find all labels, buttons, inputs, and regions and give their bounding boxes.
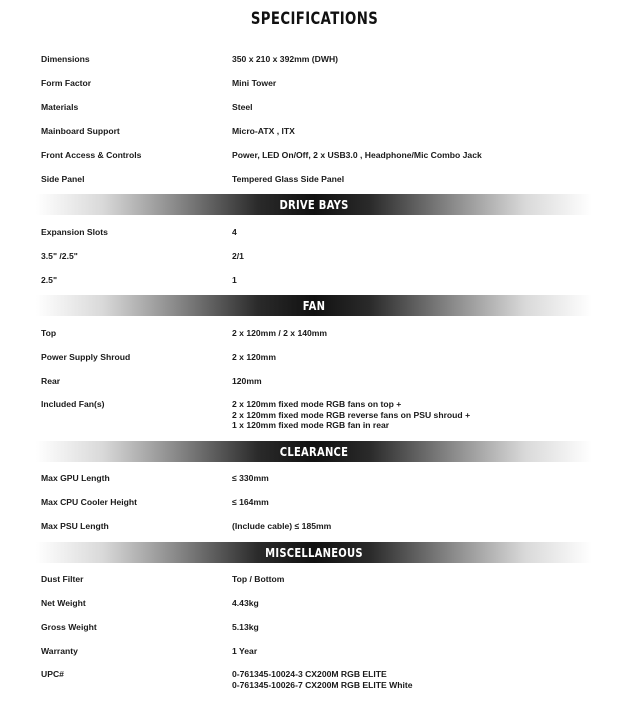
spec-label: Expansion Slots: [41, 227, 108, 237]
spec-value: 1 Year: [232, 646, 258, 656]
spec-label: UPC#: [41, 669, 64, 679]
spec-label: Max GPU Length: [41, 473, 110, 483]
section-header-drive-bays: [36, 194, 592, 215]
spec-value: Steel: [232, 102, 253, 112]
spec-label: Power Supply Shroud: [41, 352, 131, 362]
spec-value: ≤ 330mm: [232, 473, 269, 483]
spec-value: Mini Tower: [232, 78, 277, 88]
spec-label: Side Panel: [41, 174, 85, 184]
spec-label: Front Access & Controls: [41, 150, 142, 160]
spec-label: Form Factor: [41, 78, 92, 88]
spec-value-line: 1 x 120mm fixed mode RGB fan in rear: [232, 420, 390, 430]
spec-value: 350 x 210 x 392mm (DWH): [232, 54, 339, 64]
spec-value: Tempered Glass Side Panel: [232, 174, 345, 184]
spec-label: Mainboard Support: [41, 126, 120, 136]
spec-value-line: 2 x 120mm fixed mode RGB reverse fans on PSU shroud +: [232, 409, 471, 420]
spec-value: 4.43kg: [232, 598, 259, 608]
spec-label: Warranty: [41, 646, 78, 656]
section-title: CLEARANCE: [279, 444, 349, 459]
section-title: MISCELLANEOUS: [265, 545, 363, 560]
spec-value: 5.13kg: [232, 622, 259, 632]
section-title: FAN: [302, 298, 326, 313]
page-title: SPECIFICATIONS: [250, 9, 379, 29]
spec-value: Top / Bottom: [232, 574, 285, 584]
spec-label: Net Weight: [41, 598, 86, 608]
section-header-clearance: [36, 441, 592, 462]
spec-value-line: 0-761345-10024-3 CX200M RGB ELITE: [232, 669, 387, 679]
spec-label: Included Fan(s): [41, 399, 105, 409]
spec-label: 2.5": [41, 275, 58, 285]
section-header-fan: [36, 295, 592, 316]
spec-label: 3.5" /2.5": [41, 251, 78, 261]
spec-value: 2/1: [232, 251, 244, 261]
spec-value: 120mm: [232, 376, 262, 386]
spec-label: Top: [41, 328, 57, 338]
spec-value: 4: [232, 227, 237, 237]
spec-label: Max PSU Length: [41, 521, 109, 531]
spec-label: Max CPU Cooler Height: [41, 497, 137, 507]
spec-label: Rear: [41, 376, 61, 386]
spec-value: Micro-ATX , ITX: [232, 126, 295, 136]
spec-value: 2 x 120mm: [232, 352, 276, 362]
spec-label: Dimensions: [41, 54, 90, 64]
spec-value: 2 x 120mm / 2 x 140mm: [232, 328, 328, 338]
spec-label: Materials: [41, 102, 79, 112]
spec-label: Gross Weight: [41, 622, 97, 632]
spec-value: Power, LED On/Off, 2 x USB3.0 , Headphone/Mic Combo Jack: [232, 150, 482, 160]
spec-value: [232, 669, 413, 690]
spec-label: Dust Filter: [41, 574, 84, 584]
section-header-miscellaneous: [36, 542, 592, 563]
spec-value: ≤ 164mm: [232, 497, 269, 507]
section-title: DRIVE BAYS: [279, 197, 349, 212]
spec-value-line: 2 x 120mm fixed mode RGB fans on top +: [232, 399, 402, 409]
spec-value-line: 0-761345-10026-7 CX200M RGB ELITE White: [232, 679, 413, 690]
spec-value: [232, 399, 470, 431]
spec-value: (Include cable) ≤ 185mm: [232, 521, 332, 531]
spec-value: 1: [232, 275, 237, 285]
